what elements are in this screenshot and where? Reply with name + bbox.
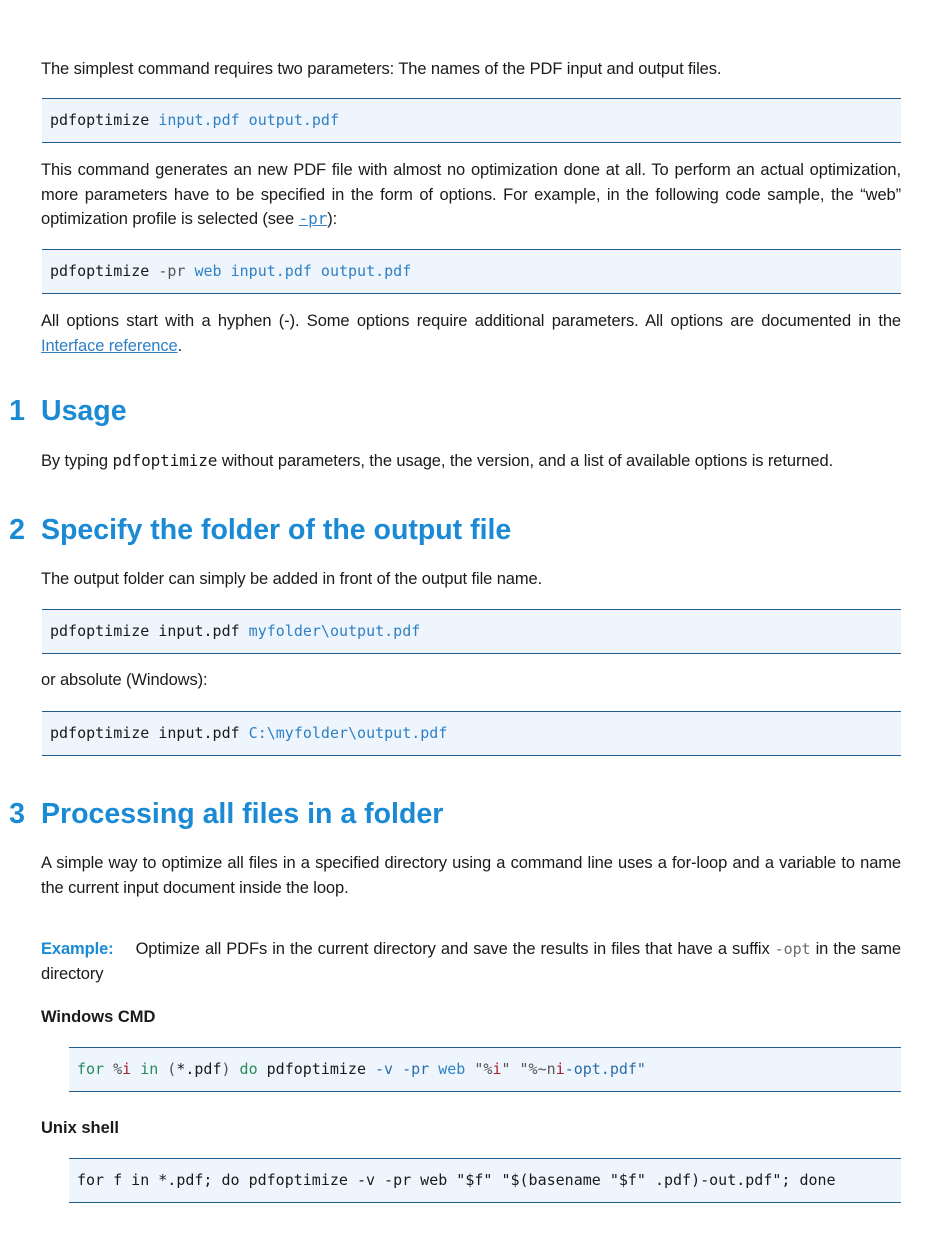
usage-paragraph bbox=[41, 449, 901, 474]
code-token: -opt.pdf" bbox=[564, 1060, 646, 1078]
code-option: -pr bbox=[149, 262, 186, 280]
unix-shell-heading: Unix shell bbox=[41, 1119, 119, 1137]
code-block-unix-shell bbox=[69, 1158, 901, 1203]
code-block-web-profile bbox=[42, 249, 901, 294]
intro-paragraph: The simplest command requires two parameters: The names of the PDF input and output files. bbox=[41, 60, 722, 78]
code-token: % bbox=[104, 1060, 123, 1078]
code-command: pdfoptimize input.pdf bbox=[50, 622, 240, 640]
code-token: -v -pr bbox=[366, 1060, 430, 1078]
code-block-basic bbox=[42, 98, 901, 143]
processing-paragraph: A simple way to optimize all files in a specified directory using a command line uses a for-loop and a variable to name the current input document inside the loop. bbox=[41, 854, 901, 897]
code-token: "% bbox=[465, 1060, 493, 1078]
example-text-post: in the same directory bbox=[41, 940, 901, 983]
example-label: Example: bbox=[41, 940, 114, 958]
hyphen-paragraph bbox=[41, 309, 901, 358]
code-command: pdfoptimize bbox=[50, 111, 150, 129]
example-suffix: -opt bbox=[774, 940, 811, 958]
options-paragraph-text: This command generates an new PDF file with almost no optimization done at all. To perform an actual optimization, more parameters have to be specified in the form of options. For example, in the following code sample, the “web” optimization profile is selected (see bbox=[41, 161, 901, 228]
code-args: myfolder\output.pdf bbox=[239, 622, 421, 640]
code-token: i bbox=[555, 1060, 565, 1078]
code-args: input.pdf output.pdf bbox=[149, 111, 339, 129]
code-token: pdfoptimize bbox=[257, 1060, 366, 1078]
pr-option-link[interactable]: -pr bbox=[298, 209, 328, 228]
interface-reference-link[interactable]: Interface reference bbox=[41, 336, 178, 355]
code-token: *.pdf bbox=[176, 1060, 222, 1078]
hyphen-paragraph-tail: . bbox=[177, 336, 183, 355]
code-token: ) bbox=[221, 1060, 231, 1078]
code-token: do bbox=[230, 1060, 258, 1078]
code-block-windows-cmd bbox=[69, 1047, 901, 1092]
code-token: in bbox=[131, 1060, 159, 1078]
options-paragraph-tail: ): bbox=[327, 210, 338, 228]
code-args: web input.pdf output.pdf bbox=[185, 262, 412, 280]
code-token: i bbox=[492, 1060, 502, 1078]
code-token: i bbox=[122, 1060, 132, 1078]
code-command: pdfoptimize input.pdf bbox=[50, 724, 240, 742]
code-command: pdfoptimize bbox=[50, 262, 150, 280]
output-folder-paragraph: The output folder can simply be added in front of the output file name. bbox=[41, 570, 543, 588]
section-number: 1 bbox=[9, 395, 25, 427]
usage-command: pdfoptimize bbox=[112, 451, 218, 470]
section-heading-output-folder: Specify the folder of the output file bbox=[41, 514, 512, 546]
code-token: for bbox=[77, 1060, 105, 1078]
code-line: for f in *.pdf; do pdfoptimize -v -pr web "$f" "$(basename "$f" .pdf)-out.pdf"; done bbox=[77, 1171, 836, 1189]
example-text-pre: Optimize all PDFs in the current directory and save the results in files that have a suffix bbox=[135, 940, 775, 958]
code-token: "%~n bbox=[510, 1060, 556, 1078]
code-token: web bbox=[429, 1060, 466, 1078]
code-token: ( bbox=[158, 1060, 177, 1078]
options-paragraph bbox=[41, 158, 901, 232]
example-paragraph bbox=[41, 937, 901, 986]
usage-text-post: without parameters, the usage, the version, and a list of available options is returned. bbox=[217, 452, 834, 470]
usage-text-pre: By typing bbox=[41, 452, 113, 470]
section-heading-usage: Usage bbox=[41, 395, 127, 427]
windows-cmd-heading: Windows CMD bbox=[41, 1008, 156, 1026]
section-number: 2 bbox=[9, 514, 25, 546]
code-args: C:\myfolder\output.pdf bbox=[239, 724, 448, 742]
code-token: " bbox=[501, 1060, 511, 1078]
absolute-path-paragraph: or absolute (Windows): bbox=[41, 671, 208, 689]
section-number: 3 bbox=[9, 798, 25, 830]
hyphen-paragraph-text: All options start with a hyphen (-). Some options require additional parameters. All options are documented in the bbox=[41, 312, 901, 330]
section-heading-processing-folder: Processing all files in a folder bbox=[41, 798, 444, 830]
code-block-absolute-folder bbox=[42, 711, 901, 756]
code-block-relative-folder bbox=[42, 609, 901, 654]
